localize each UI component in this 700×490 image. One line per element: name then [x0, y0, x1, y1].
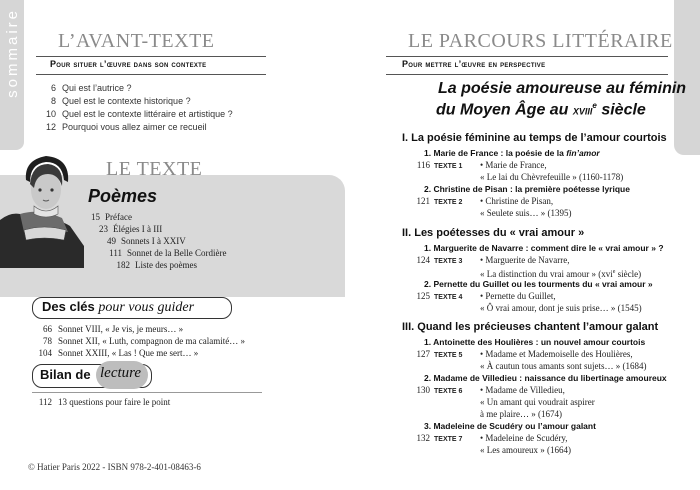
bilan-rule	[32, 392, 262, 393]
text-entry[interactable]: 125 TEXTE 4 • Pernette du Guillet, « Ô vrai amour, dont je suis prise… » (1545)	[416, 291, 642, 313]
part-heading[interactable]: III. Quand les précieuses chantent l’amour galant	[402, 321, 659, 333]
text-entry[interactable]: 130 TEXTE 6 • Madame de Villedieu, « Un amant qui voudrait aspirer à me plaire… » (1674)	[416, 385, 595, 419]
poemes-list	[86, 211, 226, 271]
toc-item[interactable]: 66 Sonnet VIII, « Je vis, je meurs… »	[43, 324, 184, 334]
toc-item[interactable]: 78 Sonnet XII, « Luth, compagnon de ma calamité… »	[43, 336, 245, 346]
avant-texte-rule-top	[36, 56, 266, 57]
text-entry[interactable]: 124 TEXTE 3 • Marguerite de Navarre, « La distinction du vrai amour » (xvi$^e$ siècle)	[416, 255, 642, 279]
bilan-list	[30, 396, 170, 408]
toc-item[interactable]: 12 Pourquoi vous allez aimer ce recueil	[45, 122, 207, 132]
parcours-heading-line2: du Moyen Âge au xviii$^e$ siècle	[436, 101, 646, 119]
toc-item[interactable]: 15 Préface	[91, 212, 132, 222]
subpart-heading[interactable]: 1. Antoinette des Houlières : un nouvel amour courtois	[424, 337, 646, 347]
toc-item[interactable]: 23 Élégies I à III	[99, 224, 163, 234]
toc-item[interactable]: 182 Liste des poèmes	[116, 260, 197, 270]
parcours-heading-line1: La poésie amoureuse au féminin	[438, 80, 687, 97]
bilan-heading: Bilan de	[40, 367, 91, 382]
right-edge-tab	[674, 0, 700, 155]
toc-item[interactable]: 112 13 questions pour faire le point	[38, 397, 171, 407]
copyright: © Hatier Paris 2022 - ISBN 978-2-401-08463-6	[28, 462, 201, 472]
avant-texte-title: L’AVANT-TEXTE	[58, 30, 215, 52]
bilan-heading-italic: lecture	[100, 365, 142, 381]
subpart-heading[interactable]: 2. Pernette du Guillet ou les tourments du « vrai amour »	[424, 279, 653, 289]
avant-texte-list	[34, 82, 233, 134]
subpart-heading[interactable]: 1. Marie de France : la poésie de la fin’amor	[424, 148, 600, 158]
toc-item[interactable]: 10 Quel est le contexte littéraire et artistique ?	[45, 109, 233, 119]
subpart-heading[interactable]: 2. Christine de Pisan : la première poétesse lyrique	[424, 184, 630, 194]
text-entry[interactable]: 121 TEXTE 2 • Christine de Pisan, « Seulete suis… » (1395)	[416, 196, 572, 218]
subpart-heading[interactable]: 2. Madame de Villedieu : naissance du libertinage amoureux	[424, 373, 667, 383]
text-entry[interactable]: 132 TEXTE 7 • Madeleine de Scudéry, « Les amoureux » (1664)	[416, 433, 571, 455]
avant-texte-rule-bottom	[36, 74, 266, 75]
parcours-title: LE PARCOURS LITTÉRAIRE	[408, 30, 673, 52]
le-texte-title: LE TEXTE	[106, 158, 203, 180]
text-entry[interactable]: 127 TEXTE 5 • Madame et Mademoiselle des Houlières, « À cautun tous amants sont sujets… » (1684)	[416, 349, 647, 371]
text-entry[interactable]: 116 TEXTE 1 • Marie de France, « Le lai du Chèvrefeuille » (1160-1178)	[416, 160, 624, 182]
cles-heading: Des clés pour vous guider	[42, 299, 195, 315]
toc-item[interactable]: 104 Sonnet XXIII, « Las ! Que me sert… »	[38, 348, 199, 358]
poemes-heading: Poèmes	[88, 186, 158, 206]
parcours-subtitle: Pour mettre l’œuvre en perspective	[402, 59, 546, 69]
subpart-heading[interactable]: 1. Marguerite de Navarre : comment dire le « vrai amour » ?	[424, 243, 664, 253]
toc-item[interactable]: 49 Sonnets I à XXIV	[107, 236, 186, 246]
parcours-rule-top	[386, 56, 668, 57]
cles-list	[30, 323, 245, 359]
avant-texte-subtitle: Pour situer l’œuvre dans son contexte	[50, 59, 207, 69]
part-heading[interactable]: I. La poésie féminine au temps de l’amour courtois	[402, 132, 667, 144]
part-heading[interactable]: II. Les poétesses du « vrai amour »	[402, 227, 585, 239]
subpart-heading[interactable]: 3. Madeleine de Scudéry ou l’amour galant	[424, 421, 596, 431]
toc-item[interactable]: 111 Sonnet de la Belle Cordière	[109, 248, 227, 258]
toc-item[interactable]: 8 Quel est le contexte historique ?	[50, 96, 191, 106]
sidebar-word: sommaire	[4, 8, 21, 98]
parcours-rule-bottom	[386, 74, 668, 75]
toc-item[interactable]: 6 Qui est l’autrice ?	[50, 83, 132, 93]
author-portrait	[0, 150, 84, 268]
